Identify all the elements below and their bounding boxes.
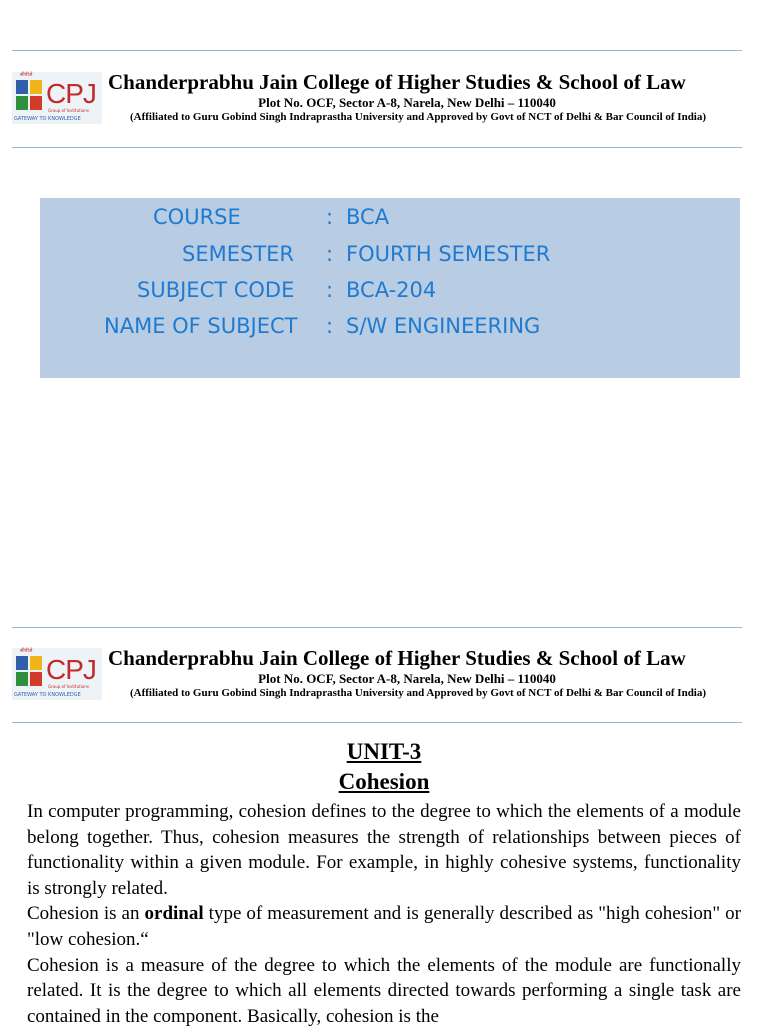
course-value: BCA: [346, 205, 390, 229]
paragraph-1: In computer programming, cohesion defines to the degree to which the elements of a module belong together. Thus, cohesion measures the strength of relationships between pieces of functionality within a given module. For example, in highly cohesive systems, functionality is strongly related.: [27, 801, 741, 899]
college-affiliation: (Affiliated to Guru Gobind Singh Indraprastha University and Approved by Govt of NCT of Delhi & Bar Council of India): [129, 687, 707, 699]
header2-bottom-rule: [12, 722, 742, 723]
course-row: [40, 205, 740, 235]
college-name: Chanderprabhu Jain College of Higher Studies & School of Law: [108, 646, 686, 670]
semester-value: FOURTH SEMESTER: [346, 242, 551, 266]
college-header-page2: [12, 646, 742, 708]
logo-tagline: GATEWAY TO KNOWLEDGE: [14, 692, 81, 698]
semester-label: SEMESTER: [182, 242, 295, 266]
header-bottom-rule: [12, 147, 742, 148]
subject-name-label: NAME OF SUBJECT: [104, 314, 298, 338]
logo-text: CPJ: [46, 654, 96, 685]
header2-top-rule: [12, 627, 742, 628]
subject-code-label: SUBJECT CODE: [137, 278, 295, 302]
logo-emblem-icon: [16, 656, 42, 686]
college-affiliation: (Affiliated to Guru Gobind Singh Indraprastha University and Approved by Govt of NCT of Delhi & Bar Council of India): [129, 111, 707, 123]
course-label: COURSE: [153, 205, 241, 229]
paragraph-3: Cohesion is a measure of the degree to which the elements of the module are functionally related. It is the degree to which all elements directed towards performing a single task are contained in the component. Basically, cohesion is the: [27, 954, 741, 1027]
subject-name-colon: :: [326, 314, 334, 338]
unit-heading: UNIT-3: [346, 739, 422, 764]
logo-text: CPJ: [46, 78, 96, 109]
header-top-rule: [12, 50, 742, 51]
subject-name-row: [40, 314, 740, 344]
semester-row: [40, 242, 740, 272]
body-text: [27, 799, 741, 1029]
college-address: Plot No. OCF, Sector A-8, Narela, New Delhi – 110040: [258, 95, 556, 110]
logo-emblem-icon: [16, 80, 42, 110]
logo-subtext: Group of Institutions: [48, 684, 89, 689]
subject-code-row: [40, 278, 740, 308]
college-logo: [12, 648, 102, 700]
semester-colon: :: [326, 242, 334, 266]
logo-subtext: Group of Institutions: [48, 108, 89, 113]
logo-tagline: GATEWAY TO KNOWLEDGE: [14, 116, 81, 122]
topic-heading: Cohesion: [338, 769, 430, 794]
paragraph-2: [27, 901, 741, 952]
college-logo: [12, 72, 102, 124]
subject-code-colon: :: [326, 278, 334, 302]
college-name: Chanderprabhu Jain College of Higher Studies & School of Law: [108, 70, 686, 94]
paragraph-2-pre: Cohesion is an: [27, 903, 145, 925]
subject-code-value: BCA-204: [346, 278, 437, 302]
subject-name-value: S/W ENGINEERING: [346, 314, 541, 338]
course-colon: :: [326, 205, 334, 229]
logo-top-text: सीपीजे: [20, 648, 33, 654]
college-address: Plot No. OCF, Sector A-8, Narela, New Delhi – 110040: [258, 671, 556, 686]
paragraph-2-post: type of measurement and is generally described as "high cohesion" or "low cohesion.“: [27, 903, 741, 950]
college-header: [12, 70, 742, 132]
course-info-box: [40, 198, 740, 378]
ordinal-term: ordinal: [144, 903, 204, 925]
logo-top-text: सीपीजे: [20, 72, 33, 78]
